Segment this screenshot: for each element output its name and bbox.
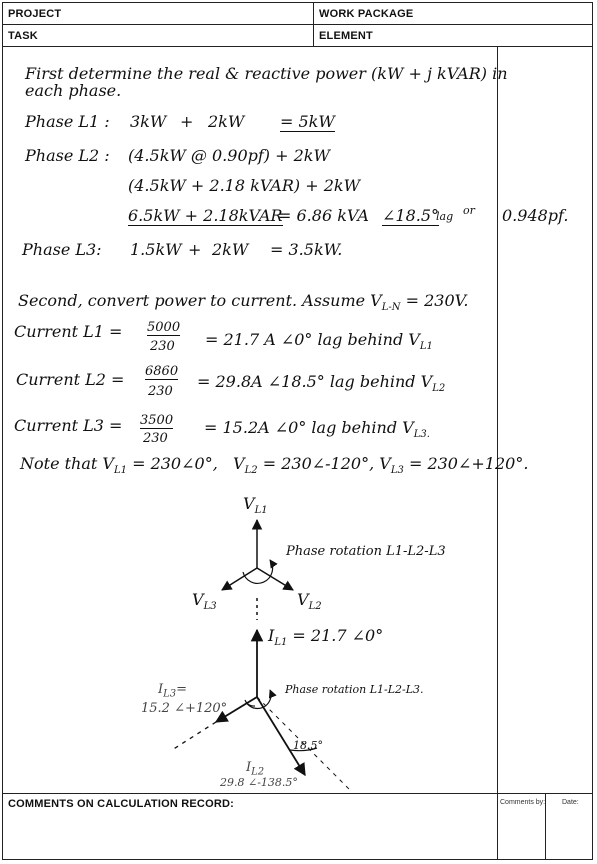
phase-l1-result: = 5kW xyxy=(280,112,335,131)
phase-l1-plus: + xyxy=(180,112,194,131)
phase-l2-line-2: (4.5kW + 2.18 kVAR) + 2kW xyxy=(128,176,361,195)
vl2-phasor xyxy=(257,568,293,590)
current-l1-result: = 21.7 A ∠0° lag behind $V_{L1}$ xyxy=(205,330,433,353)
current-l2-denominator: 230 xyxy=(148,384,173,399)
phase-l2-angle: ∠18.5° xyxy=(382,206,440,225)
phase-l3-term-b: 2kW xyxy=(212,240,249,259)
phase-l2-label: Phase L2 : xyxy=(25,146,110,165)
task-label: TASK xyxy=(8,30,38,42)
il2-value: 29.8 ∠-138.5° xyxy=(220,776,298,789)
work-package-label: WORK PACKAGE xyxy=(319,8,414,20)
phase-l2-lag: lag xyxy=(436,210,454,223)
current-rotation-label: Phase rotation L1-L2-L3. xyxy=(285,683,424,696)
voltage-note: Note that $V_{L1}$ = 230∠0°, $V_{L2}$ = 230∠-120°, $V_{L3}$ = 230∠+120°. xyxy=(20,454,529,477)
element-label: ELEMENT xyxy=(319,30,373,42)
voltage-phasor-diagram xyxy=(222,520,293,620)
phase-l2-power-factor: 0.948pf. xyxy=(502,206,569,225)
current-l3-label: Current L3 = xyxy=(14,416,123,435)
current-l3-result: = 15.2A ∠0° lag behind $V_{L3.}$ xyxy=(204,418,430,441)
phase-l2-or: or xyxy=(463,204,475,217)
current-l1-denominator: 230 xyxy=(150,339,175,354)
vl3-label: $V_{L3}$ xyxy=(192,590,217,613)
phase-l3-label: Phase L3: xyxy=(22,240,102,259)
phase-l3-result: = 3.5kW. xyxy=(270,240,343,259)
il3-label: $I_{L3}=$ xyxy=(158,682,188,700)
lag-angle-label: 18.5° xyxy=(293,739,323,752)
intro-line-1: First determine the real & reactive power (kW + j kVAR) in xyxy=(25,64,508,83)
current-l2-result: = 29.8A ∠18.5° lag behind $V_{L2}$ xyxy=(197,372,446,395)
second-step-line: Second, convert power to current. Assume $V_{L-N} = 230V$. xyxy=(18,291,469,314)
phase-l1-term-b: 2kW xyxy=(208,112,245,131)
il1-label: $I_{L1} = 21.7$ ∠0° xyxy=(268,626,384,649)
current-l2-label: Current L2 = xyxy=(16,370,125,389)
current-l1-label: Current L1 = xyxy=(14,322,123,341)
comments-label: COMMENTS ON CALCULATION RECORD: xyxy=(8,798,234,810)
intro-line-2: each phase. xyxy=(25,81,122,100)
vl2-label: $V_{L2}$ xyxy=(297,590,322,613)
voltage-rotation-arc xyxy=(243,560,273,583)
current-l3-numerator: 3500 xyxy=(140,413,174,428)
vl3-phasor xyxy=(222,568,257,590)
phase-l2-apparent-power: = 6.86 kVA xyxy=(278,206,369,225)
project-label: PROJECT xyxy=(8,8,62,20)
phase-l1-label: Phase L1 : xyxy=(25,112,110,131)
voltage-rotation-label: Phase rotation L1-L2-L3 xyxy=(286,544,446,559)
il2-label: $I_{L2}$ xyxy=(246,760,265,778)
phase-l2-line-3: 6.5kW + 2.18kVAR xyxy=(128,206,283,225)
vl1-label: $V_{L1}$ xyxy=(243,494,268,517)
date-label: Date: xyxy=(562,799,579,806)
il2-phasor xyxy=(257,697,305,775)
phase-l3-plus: + xyxy=(188,240,202,259)
current-l1-numerator: 5000 xyxy=(147,320,181,335)
il3-dashed-extension xyxy=(172,722,216,750)
phase-l2-line-1: (4.5kW @ 0.90pf) + 2kW xyxy=(128,146,330,165)
comments-by-label: Comments by: xyxy=(500,799,546,806)
current-l2-numerator: 6860 xyxy=(145,364,179,379)
phase-l3-term-a: 1.5kW xyxy=(130,240,182,259)
current-l3-denominator: 230 xyxy=(143,431,168,446)
phase-l1-term-a: 3kW xyxy=(130,112,167,131)
il3-value: 15.2 ∠+120° xyxy=(141,701,228,716)
